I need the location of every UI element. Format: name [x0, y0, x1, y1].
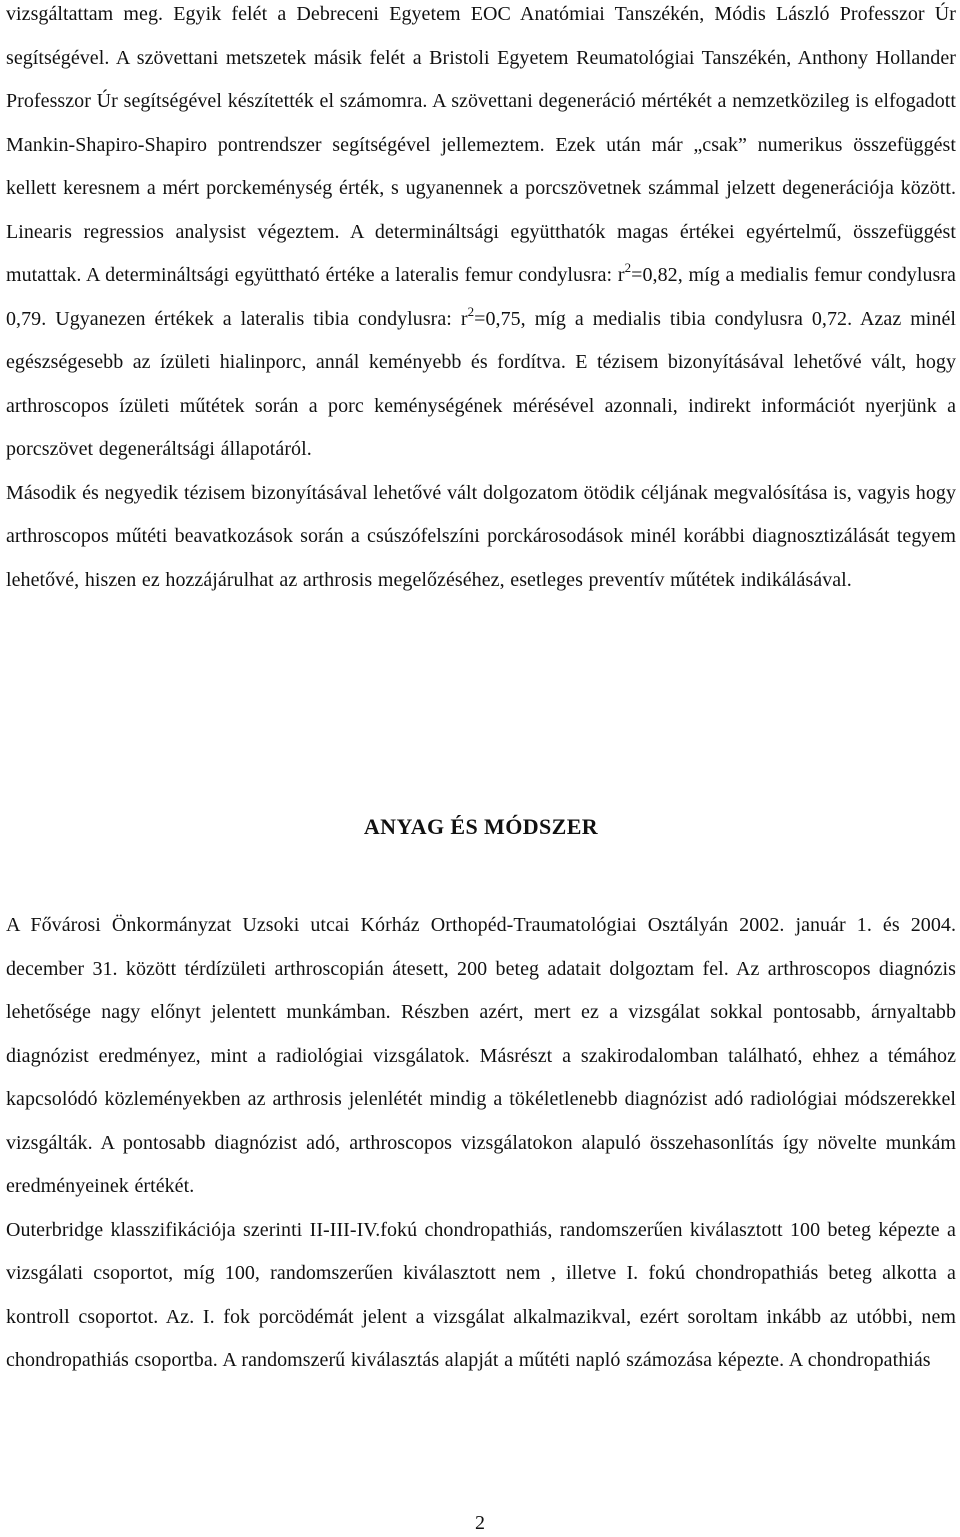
- results-text-part2: =0,82, míg a medialis femur condylusra 0,79. Ugyanezen értékek a lateralis tibia condylusra: r: [6, 264, 956, 330]
- section-heading: ANYAG ÉS MÓDSZER: [363, 814, 599, 839]
- methods-section-body: [6, 904, 956, 1383]
- results-text-part3: =0,75, míg a medialis tibia condylusra 0,72. Azaz minél egészségesebb az ízületi hialinporc, annál keményebb és fordítva. E tézisem bizonyításával lehetővé vált, hogy arthroscopos ízületi műtétek során a porc keménységének mérésével azonnali, indirekt információt nyerjünk a porcszövet degeneráltsági állapotáról.: [6, 307, 956, 460]
- thesis-paragraph: Második és negyedik tézisem bizonyításával lehetővé vált dolgozatom ötödik céljának megvalósítása is, vagyis hogy arthroscopos műtéti beavatkozások során a csúszófelszíni porckárosodások minél korábbi diagnosztizálását tegyem lehetővé, hiszen ez hozzájárulhat az arthrosis megelőzéséhez, esetleges preventív műtétek indikálásával.: [6, 481, 956, 591]
- document-page: [6, 0, 956, 1371]
- superscript-exponent: 2: [467, 303, 475, 319]
- superscript-exponent: 2: [624, 260, 632, 275]
- page-number: 2: [475, 1512, 485, 1534]
- classification-paragraph: Outerbridge klasszifikációja szerinti II-III-IV.fokú chondropathiás, randomszerűen kiválasztott 100 beteg képezte a vizsgálati csoportot, míg 100, randomszerűen kiválasztott nem , illetve I. fokú chondropathiás beteg alkotta a kontroll csoportot. Az. I. fok porcödémát jelent a vizsgálat alkalmazikval, ezért soroltam inkább az utóbbi, nem chondropathiás csoportba. A randomszerű kiválasztás alapját a műtéti napló számozása képezte. A chondropathiás: [6, 1218, 956, 1371]
- methods-paragraph: A Fővárosi Önkormányzat Uzsoki utcai Kórház Orthopéd-Traumatológiai Osztályán 2002. január 1. és 2004. december 31. között térdízületi arthroscopián átesett, 200 beteg adatait dolgoztam fel. Az arthroscopos diagnózis lehetősége nagy előnyt jelentett munkámban. Részben azért, mert ez a vizsgálat sokkal pontosabb, árnyaltabb diagnózist eredményez, mint a radiológiai vizsgálatok. Másrészt a szakirodalomban található, ehhez a témához kapcsolódó közleményekben az arthrosis jelenlétét mindig a tökéletlenebb diagnózist adó radiológiai módszerekkel vizsgálták. A pontosabb diagnózist adó, arthroscopos vizsgálatokon alapuló összehasonlítás így növelte munkám eredményeinek értékét.: [6, 914, 956, 1197]
- results-paragraph: [6, 0, 956, 472]
- results-text-part1: vizsgáltattam meg. Egyik felét a Debreceni Egyetem EOC Anatómiai Tanszékén, Módis László Professzor Úr segítségével. A szövettani metszetek másik felét a Bristoli Egyetem Reumatológiai Tanszékén, Anthony Hollander Professzor Úr segítségével készítették el számomra. A szövettani degeneráció mértékét a nemzetközileg is elfogadott Mankin-Shapiro-Shapiro pontrendszer segítségével jellemeztem. Ezek után már „csak” numerikus összefüggést kellett keresnem a mért porckeménység érték, s ugyanennek a porcszövetnek számmal jelzett degenerációja között. Linearis regressios analysist végeztem. A determináltsági együtthatók magas értékei egyértelmű, összefüggést mutattak. A determináltsági együttható értéke a lateralis femur condylusra: r: [6, 3, 956, 286]
